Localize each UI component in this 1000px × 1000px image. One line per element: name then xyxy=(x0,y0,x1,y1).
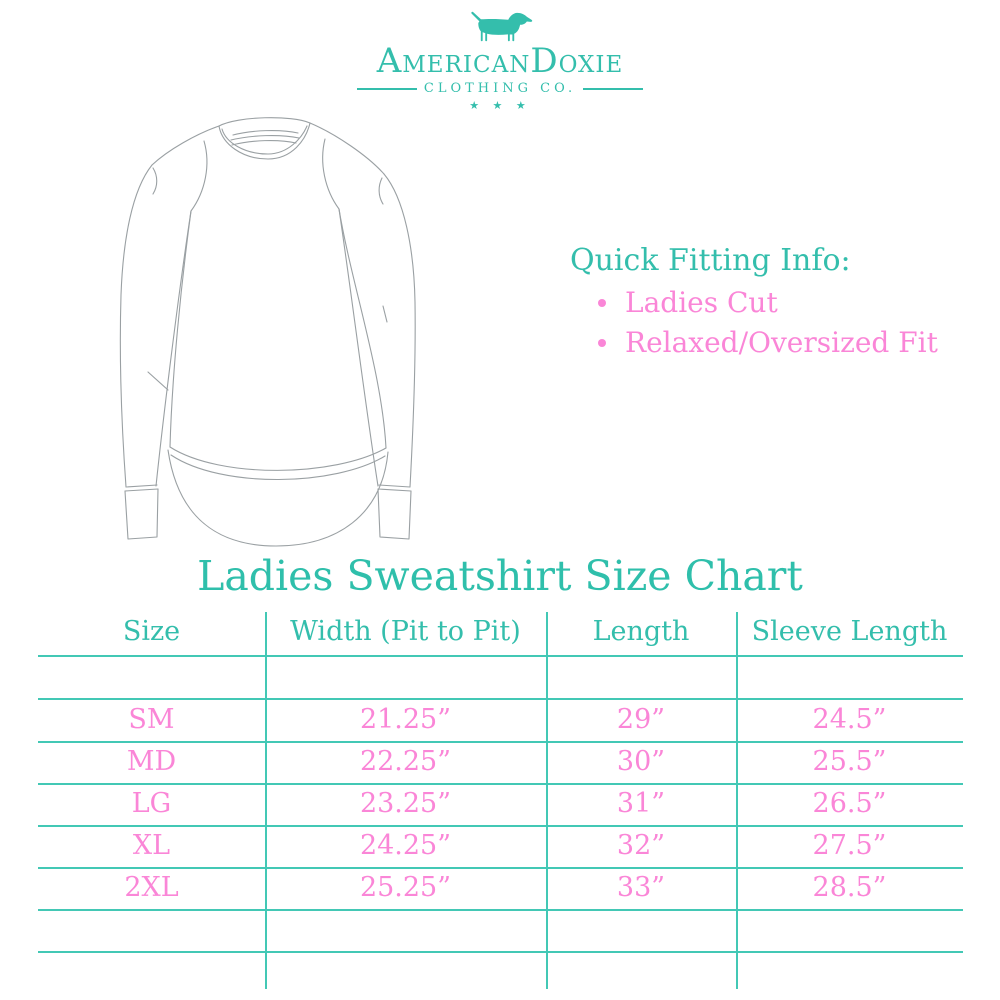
column-header-sleeve-length: Sleeve Length xyxy=(751,616,948,647)
left-rule xyxy=(357,88,417,90)
table-cell-sleeve-md: 25.5” xyxy=(812,746,887,777)
fitting-info-title: Quick Fitting Info: xyxy=(570,243,851,278)
bullet-dot-icon xyxy=(598,339,606,347)
table-cell-size-xl: XL xyxy=(132,830,171,861)
table-cell-sleeve-sm: 24.5” xyxy=(812,704,887,735)
fitting-bullet-ladies-cut xyxy=(570,288,938,319)
brand-word-rest-2: OXIE xyxy=(558,52,624,78)
fitting-bullet-relaxed-fit xyxy=(570,325,938,359)
brand-wordmark xyxy=(0,41,1000,81)
table-cell-sleeve-2xl: 28.5” xyxy=(812,872,887,903)
table-gridline xyxy=(38,909,963,911)
brand-word-rest-1: MERICAN xyxy=(402,52,531,78)
fitting-info xyxy=(570,244,938,368)
table-cell-width-2xl: 25.25” xyxy=(359,872,452,903)
brand-subtitle-row xyxy=(0,81,1000,96)
table-cell-size-md: MD xyxy=(126,746,177,777)
brand-logo xyxy=(0,10,1000,112)
table-cell-length-md: 30” xyxy=(616,746,666,777)
fitting-bullet-label: Ladies Cut xyxy=(625,286,778,319)
brand-subtitle: CLOTHING CO. xyxy=(423,81,577,96)
dachshund-icon xyxy=(467,10,533,43)
table-cell-width-md: 22.25” xyxy=(359,746,452,777)
table-cell-size-2xl: 2XL xyxy=(124,872,179,903)
table-cell-sleeve-xl: 27.5” xyxy=(812,830,887,861)
table-cell-width-xl: 24.25” xyxy=(359,830,452,861)
sweatshirt-illustration xyxy=(100,110,460,550)
fitting-bullet-label: Relaxed/Oversized Fit xyxy=(625,325,938,359)
table-cell-length-2xl: 33” xyxy=(616,872,666,903)
brand-word-initial-1: A xyxy=(376,41,403,81)
table-cell-sleeve-lg: 26.5” xyxy=(812,788,887,819)
table-cell-length-lg: 31” xyxy=(616,788,666,819)
brand-word-initial-2: D xyxy=(530,41,559,81)
table-gridline xyxy=(38,951,963,953)
fitting-info-list xyxy=(570,288,938,359)
bullet-dot-icon xyxy=(598,299,606,307)
table-cell-size-sm: SM xyxy=(128,704,175,735)
table-cell-width-lg: 23.25” xyxy=(359,788,452,819)
table-cell-size-lg: LG xyxy=(131,788,172,819)
brand-stars-icon: ★ ★ ★ xyxy=(469,99,531,112)
right-rule xyxy=(583,88,643,90)
column-header-width: Width (Pit to Pit) xyxy=(290,616,521,647)
table-cell-length-sm: 29” xyxy=(616,704,666,735)
table-cell-width-sm: 21.25” xyxy=(359,704,452,735)
column-header-length: Length xyxy=(592,616,690,647)
table-gridline xyxy=(38,655,963,657)
table-cell-length-xl: 32” xyxy=(616,830,666,861)
size-chart-table xyxy=(38,612,963,989)
size-chart-title: Ladies Sweatshirt Size Chart xyxy=(197,552,803,600)
column-header-size: Size xyxy=(122,616,181,647)
